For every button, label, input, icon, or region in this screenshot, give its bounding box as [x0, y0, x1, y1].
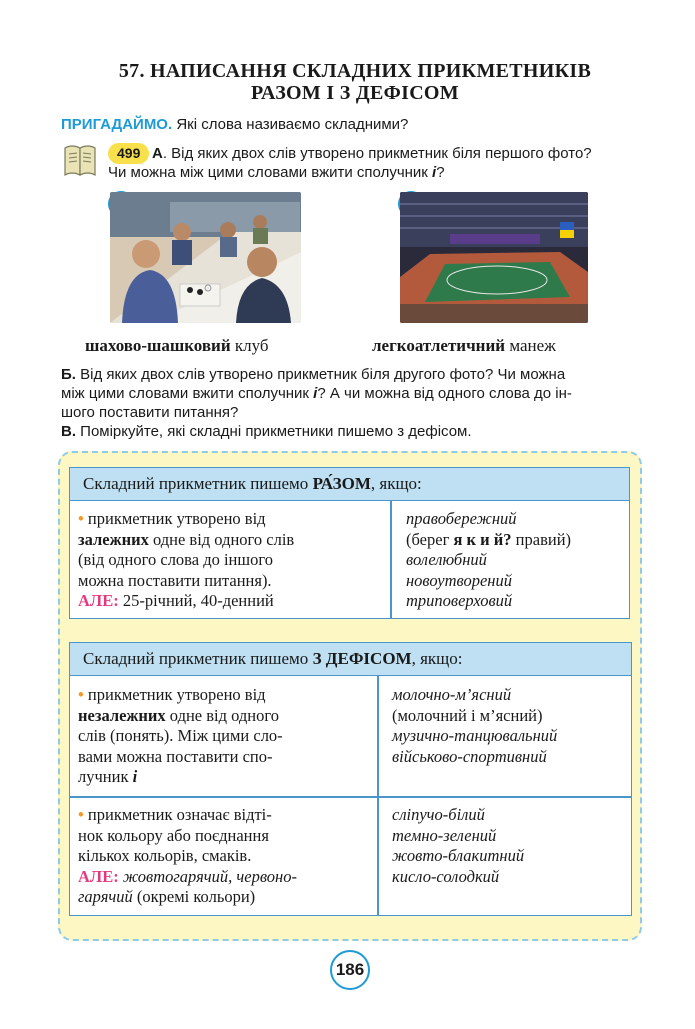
table-2-examples-2: [392, 805, 627, 887]
table-2-example-1-3: музично-танцювальний: [392, 726, 558, 745]
athletics-arena-photo: [400, 192, 588, 323]
part-c-label: В.: [61, 423, 76, 440]
table-2-rule-2-line-1-text: прикметник означає відті-: [87, 805, 272, 824]
table-2-rule-2-line-3: кількох кольорів, смаків.: [78, 846, 252, 865]
part-a-label: А: [152, 145, 163, 162]
table-2-header-text: Складний прикметник пишемо: [83, 649, 313, 668]
table-1-ale-label: АЛЕ:: [78, 591, 119, 610]
photo-2-caption-bold: легкоатлетичний: [372, 336, 506, 355]
table-2-example-2-2: темно-зелений: [392, 825, 497, 845]
table-2-example-1-4: військово-спортивний: [392, 746, 547, 766]
part-b-line-1: [61, 365, 641, 384]
part-b-line-3: шого поставити питання?: [61, 404, 239, 421]
table-2-rule-2-line-5-italic: гарячий: [78, 887, 133, 906]
table-2-rule-1-bold: незалежних: [78, 705, 166, 725]
table-2-header-end: , якщо:: [411, 649, 463, 668]
table-1-rule-line-1: • прикметник утворено від: [78, 509, 266, 528]
page-number: 186: [330, 950, 370, 990]
table-1-rule-line-3: (від одного слова до іншого: [78, 550, 273, 569]
part-c-text: Поміркуйте, які складні прикметники пишемо з дефісом.: [76, 423, 472, 440]
table-1-examples: [406, 509, 626, 612]
table-2-ale-label: АЛЕ:: [78, 866, 119, 886]
photo-1-caption: [85, 336, 269, 356]
table-2-rule-1-line-1-text: прикметник утворено від: [87, 685, 266, 704]
table-1-header: [70, 468, 629, 501]
part-b-label: Б.: [61, 366, 76, 383]
table-1-example-5: триповерховий: [406, 591, 513, 610]
rule-table-together: [69, 467, 630, 619]
table-1-header-text: Складний прикметник пишемо: [83, 474, 313, 493]
table-1-example-1: правобережний: [406, 509, 517, 528]
recall-prompt: [61, 116, 408, 133]
table-2-rule-2-line-5: [78, 887, 363, 908]
table-2-ale-text: жовтогарячий, червоно-: [118, 866, 297, 886]
table-2-rule-1-line-2-text: одне від одного: [165, 705, 279, 725]
chess-tournament-photo: [110, 192, 301, 323]
table-2-header: [70, 643, 631, 676]
table-2-row-divider: [70, 796, 631, 798]
photo-1-caption-bold: шахово-шашковий: [85, 336, 231, 355]
table-1-rule-bold: залежних: [78, 529, 149, 549]
exercise-part-c: [61, 422, 641, 441]
table-2-examples-1: [392, 685, 627, 767]
table-2-rule-2-line-2: нок кольору або поєднання: [78, 825, 269, 845]
part-a-line-1: . Від яких двох слів утворено прикметник біля першого фото?: [162, 145, 592, 162]
table-2-rule-1-line-2: [78, 706, 363, 727]
table-2-rule-1: [78, 685, 363, 788]
table-1-rule-line-2: [78, 530, 378, 551]
table-1-ale: [78, 591, 378, 612]
table-2-rule-1-line-5: [78, 767, 363, 788]
part-b-line-2: [61, 384, 641, 403]
table-1-rule-line-1-text: прикметник утворено від: [87, 509, 266, 528]
notebook-icon: [62, 142, 98, 178]
title-line-2: РАЗОМ І З ДЕФІСОМ: [251, 82, 459, 104]
part-b-conjunction-i: і: [313, 385, 318, 402]
table-2-header-bold: З ДЕФІСОМ: [312, 649, 412, 668]
table-2-example-2-3: жовто-блакитний: [392, 846, 525, 865]
exercise-part-b: [61, 365, 641, 422]
part-a-line-2-text: Чи можна між цими словами вжити сполучник: [108, 164, 433, 181]
table-2-ale: [78, 867, 363, 888]
table-1-example-2-pre: (берег: [406, 529, 454, 549]
exercise-part-a-line-2: [108, 163, 445, 182]
table-2-rule-2-line-5-text: (окремі кольори): [132, 887, 256, 906]
table-1-divider: [390, 501, 392, 618]
title-line-1: 57. НАПИСАННЯ СКЛАДНИХ ПРИКМЕТНИКІВ: [118, 60, 592, 82]
table-1-ale-text: 25-річний, 40-денний: [118, 591, 274, 610]
table-2-rule-1-line-5-text: лучник: [78, 767, 133, 786]
table-2-conjunction-i: і: [132, 767, 138, 786]
conjunction-i: і: [432, 164, 437, 181]
rule-table-hyphen: [69, 642, 632, 916]
table-2-example-2-4: кисло-солодкий: [392, 866, 500, 886]
table-2-rule-1-line-1: • прикметник утворено від: [78, 685, 266, 704]
part-a-line-2-end: ?: [436, 164, 445, 181]
table-2-example-1-2: (молочний і м’ясний): [392, 705, 543, 725]
table-2-example-2-1: сліпучо-білий: [392, 805, 485, 824]
table-1-header-end: , якщо:: [370, 474, 422, 493]
recall-question: Які слова називаємо складними?: [176, 116, 409, 133]
table-1-example-2: [406, 530, 626, 551]
table-2-example-1-1: молочно-м’ясний: [392, 685, 512, 704]
table-1-example-3: волелюбний: [406, 550, 487, 569]
part-b-line-1-text: Від яких двох слів утворено прикметник біля другого фото? Чи можна: [75, 366, 566, 383]
part-b-line-2-text: між цими словами вжити сполучник: [61, 385, 314, 402]
table-2-rule-1-line-3: слів (понять). Між цими сло-: [78, 726, 283, 745]
photo-2-caption: [372, 336, 556, 356]
table-2-rule-2: [78, 805, 363, 908]
recall-label: ПРИГАДАЙМО.: [61, 116, 173, 133]
part-b-line-2-end: ? А чи можна від одного слова до ін-: [317, 385, 572, 402]
photo-2-caption-rest: манеж: [505, 336, 556, 355]
photo-1-caption-rest: клуб: [230, 336, 269, 355]
table-1-rule-line-4: можна поставити питання).: [78, 570, 272, 590]
table-1-example-2-post: правий): [511, 529, 572, 549]
table-1-header-bold: РА́ЗОМ: [312, 474, 371, 493]
exercise-number: 499: [108, 143, 149, 164]
exercise-part-a: [152, 144, 652, 163]
table-1-rule: [78, 509, 378, 612]
table-1-example-4: новоутворений: [406, 570, 512, 590]
table-1-rule-line-2-text: одне від одного слів: [148, 529, 295, 549]
table-1-example-2-question: я к и й?: [453, 529, 512, 549]
page-title: [60, 60, 650, 104]
table-2-rule-1-line-4: вами можна поставити спо-: [78, 746, 273, 766]
table-2-rule-2-line-1: • прикметник означає відті-: [78, 805, 272, 824]
